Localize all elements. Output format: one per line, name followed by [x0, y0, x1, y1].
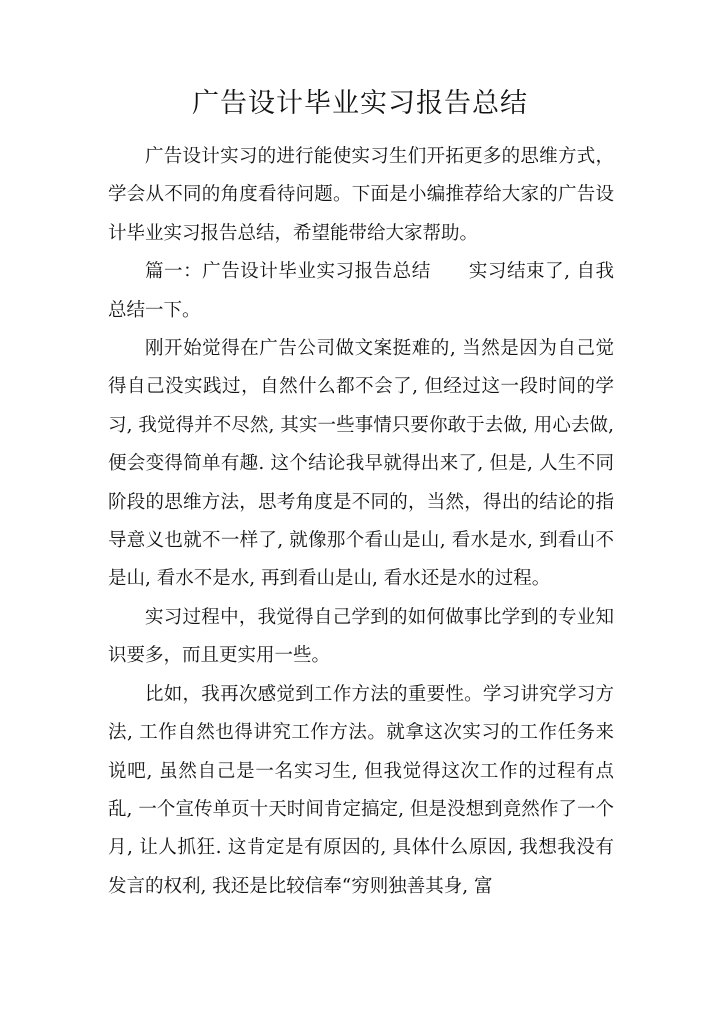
document-title: 广告设计毕业实习报告总结 [192, 88, 528, 119]
paragraph-work-method: 比如，我再次感觉到工作方法的重要性。学习讲究学习方法, 工作自然也得讲究工作方法。就拿这次实习的工作任务来说吧, 虽然自己是一名实习生, 但我觉得这次工作的过程有点乱, 一个宣传单页十天时间肯定搞定, 但是没想到竟然作了一个月, 让人抓狂. 这肯定是有原因的, 具体什么原因, 我想我没有发言的权利, 我还是比较信奉“穷则独善其身, 富 [108, 683, 614, 897]
paragraph-copywriting: 刚开始觉得在广告公司做文案挺难的, 当然是因为自己觉得自己没实践过，自然什么都不会了, 但经过这一段时间的学习, 我觉得并不尽然, 其实一些事情只要你敢于去做, 用心去做, 便会变得简单有趣. 这个结论我早就得出来了, 但是, 人生不同阶段的思维方法，思考角度是不同的，当然，得出的结论的指导意义也就不一样了, 就像那个看山是山, 看水是水, 到看山不是山, 看水不是水, 再到看山是山, 看水还是水的过程。 [108, 338, 614, 590]
paragraph-practice: 实习过程中，我觉得自己学到的如何做事比学到的专业知识要多，而且更实用一些。 [108, 606, 614, 667]
paragraph-part-one-heading: 篇一：广告设计毕业实习报告总结 实习结束了, 自我总结一下。 [108, 261, 614, 321]
paragraph-intro: 广告设计实习的进行能使实习生们开拓更多的思维方式，学会从不同的角度看待问题。下面是小编推荐给大家的广告设计毕业实习报告总结，希望能带给大家帮助。 [108, 146, 614, 244]
document-body [108, 138, 614, 906]
